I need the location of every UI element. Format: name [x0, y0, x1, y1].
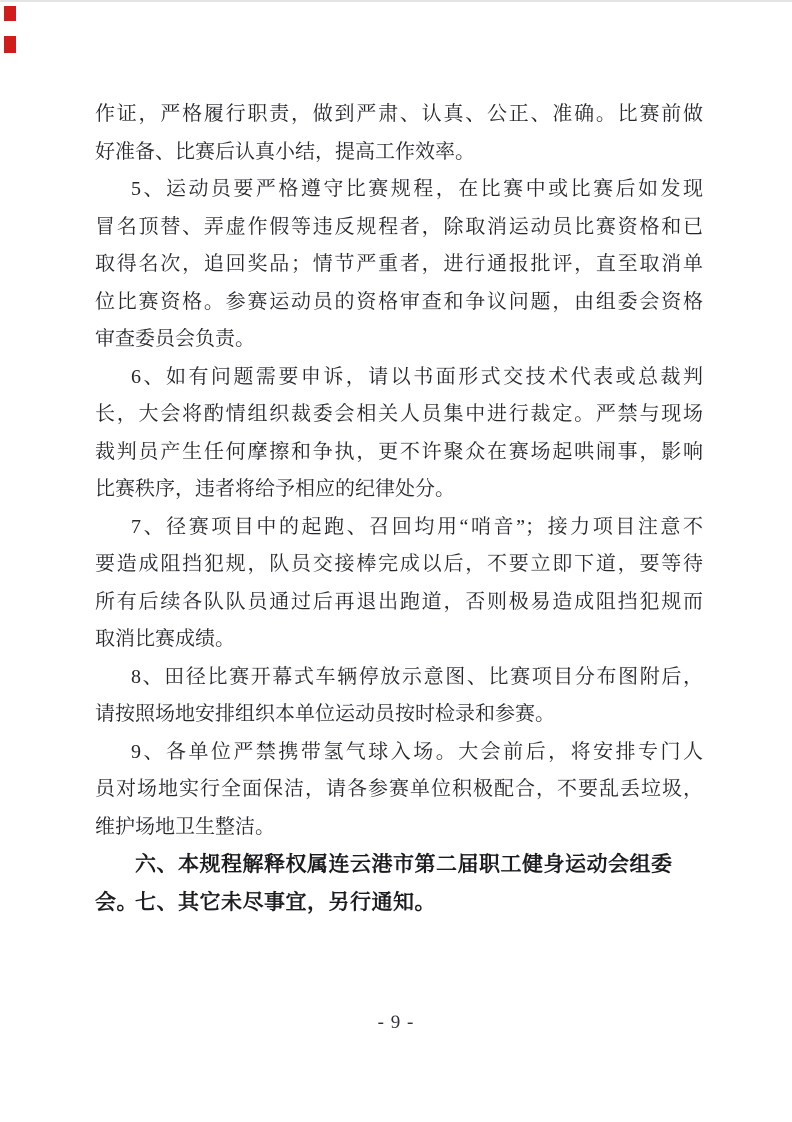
- red-registration-mark: [4, 36, 16, 53]
- text-line: 5、运动员要严格遵守比赛规程，在比赛中或比赛后如发现: [131, 178, 703, 200]
- text-line: 要造成阻挡犯规，队员交接棒完成以后，不要立即下道，要等待: [95, 553, 703, 575]
- text-line: 员对场地实行全面保洁，请各参赛单位积极配合，不要乱丢垃圾，: [95, 778, 703, 800]
- text-line: 裁判员产生任何摩擦和争执，更不许聚众在赛场起哄闹事，影响: [95, 440, 703, 463]
- text-line: 7、径赛项目中的起跑、召回均用“哨音”；接力项目注意不: [131, 515, 703, 538]
- text-line: 维护场地卫生整洁。: [95, 815, 275, 838]
- body-paragraph: [95, 659, 703, 734]
- body-paragraph: [95, 96, 703, 171]
- text-line: 六、本规程解释权属连云港市第二届职工健身运动会组委会。: [95, 853, 673, 914]
- body-paragraph: [95, 359, 703, 509]
- scan-edge-artifact: [0, 0, 792, 2]
- text-line: 审查委员会负责。: [95, 328, 255, 350]
- text-line: 9、各单位严禁携带氢气球入场。大会前后，将安排专门人: [131, 740, 703, 763]
- heading-paragraph: [95, 884, 703, 922]
- text-line: 取消比赛成绩。: [95, 628, 235, 650]
- text-line: 作证，严格履行职责，做到严肃、认真、公正、准确。比赛前做: [95, 103, 703, 125]
- text-line: 8、田径比赛开幕式车辆停放示意图、比赛项目分布图附后，: [131, 665, 703, 688]
- text-line: 位比赛资格。参赛运动员的资格审查和争议问题，由组委会资格: [95, 290, 703, 313]
- text-line: 所有后续各队队员通过后再退出跑道，否则极易造成阻挡犯规而: [95, 590, 703, 613]
- text-line: 长，大会将酌情组织裁委会相关人员集中进行裁定。严禁与现场: [95, 403, 703, 425]
- text-line: 请按照场地安排组织本单位运动员按时检录和参赛。: [95, 703, 555, 725]
- document-body: [95, 96, 703, 921]
- body-paragraph: [95, 509, 703, 659]
- page-number: - 9 -: [377, 1012, 415, 1033]
- text-line: 七、其它未尽事宜，另行通知。: [135, 890, 436, 914]
- text-line: 好准备、比赛后认真小结，提高工作效率。: [95, 140, 475, 163]
- text-line: 冒名顶替、弄虚作假等违反规程者，除取消运动员比赛资格和已: [95, 215, 703, 238]
- body-paragraph: [95, 734, 703, 847]
- red-registration-mark: [4, 6, 16, 21]
- text-line: 6、如有问题需要申诉，请以书面形式交技术代表或总裁判: [131, 365, 703, 388]
- text-line: 取得名次，追回奖品；情节严重者，进行通报批评，直至取消单: [95, 253, 703, 275]
- text-line: 比赛秩序，违者将给予相应的纪律处分。: [95, 478, 455, 500]
- body-paragraph: [95, 171, 703, 359]
